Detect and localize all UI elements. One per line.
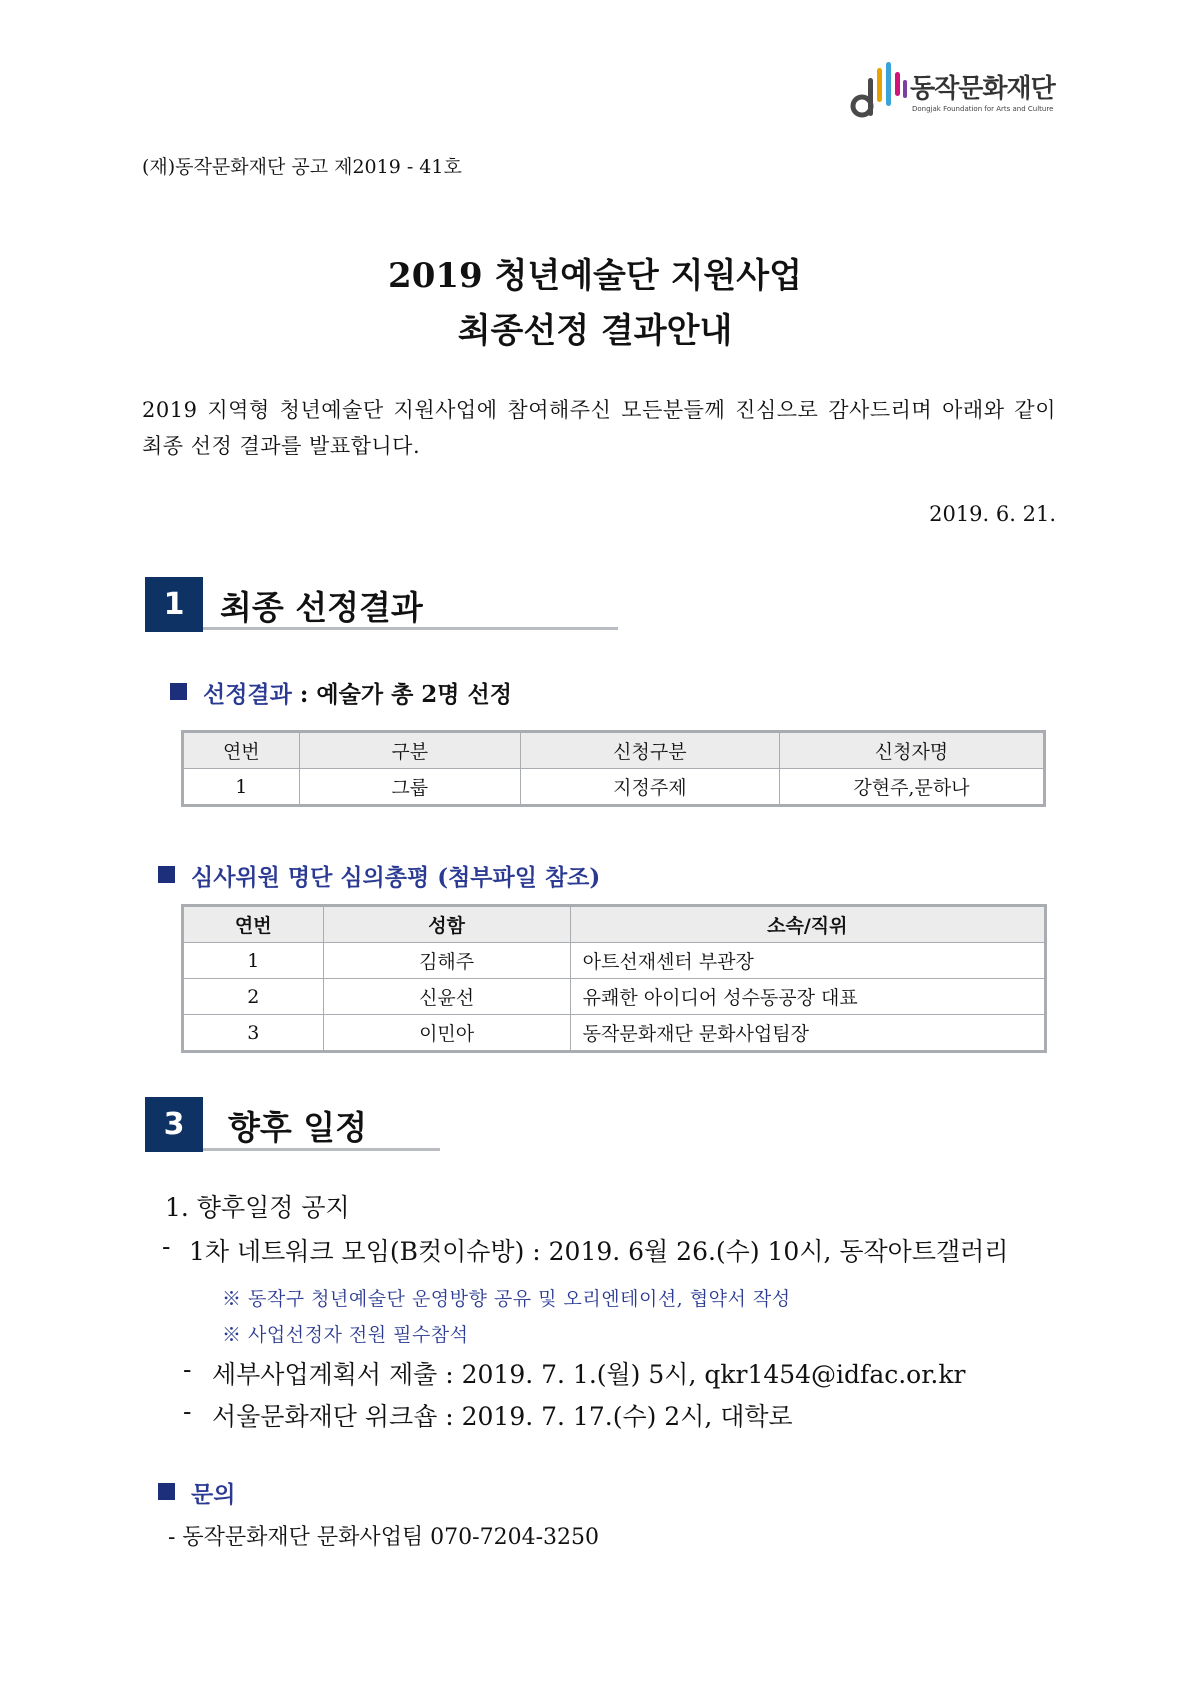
schedule-dash: - [183, 1397, 192, 1426]
section3-number: 3 [145, 1097, 203, 1152]
schedule-dash: - [183, 1355, 192, 1384]
table-row [183, 943, 1046, 979]
table-header-cell: 소속/직위 [570, 906, 1045, 943]
table-header-cell: 신청자명 [779, 732, 1044, 769]
table-cell: 김해주 [323, 943, 570, 979]
table-row [183, 1015, 1046, 1052]
table-cell: 2 [183, 979, 324, 1015]
selection-result-heading [203, 676, 512, 709]
table-cell: 이민아 [323, 1015, 570, 1052]
table-header-cell: 신청구분 [520, 732, 779, 769]
table-header-row [183, 906, 1046, 943]
table-row [183, 979, 1046, 1015]
logo-subtitle: Dongjak Foundation for Arts and Culture [912, 105, 1054, 113]
logo-mark-icon [848, 60, 908, 122]
notice-date: 2019. 6. 21. [929, 502, 1056, 526]
schedule-line-plan-submission: 세부사업계획서 제출 : 2019. 7. 1.(월) 5시, qkr1454@idfac.or.kr [212, 1360, 966, 1389]
bullet-square-icon [170, 683, 187, 700]
schedule-note-2: ※ 사업선정자 전원 필수참석 [222, 1324, 469, 1346]
table-cell: 아트선재센터 부관장 [570, 943, 1045, 979]
selection-result-table [181, 730, 1046, 807]
table-row [183, 769, 1045, 806]
table-cell: 신윤선 [323, 979, 570, 1015]
intro-paragraph: 2019 지역형 청년예술단 지원사업에 참여해주신 모든분들께 진심으로 감사드리며 아래와 같이 최종 선정 결과를 발표합니다. [142, 398, 1056, 458]
contact-heading: 문의 [191, 1481, 236, 1508]
table-cell: 지정주제 [520, 769, 779, 806]
section1-title: 최종 선정결과 [220, 588, 423, 627]
selection-result-label: 선정결과 [203, 681, 292, 708]
selection-result-separator: : [299, 681, 309, 708]
table-cell: 3 [183, 1015, 324, 1052]
schedule-item-1: 1. 향후일정 공지 [165, 1193, 350, 1222]
table-header-cell: 구분 [299, 732, 520, 769]
notice-number: (재)동작문화재단 공고 제2019 - 41호 [142, 156, 462, 178]
schedule-dash: - [162, 1232, 171, 1261]
document-title-line1: 2019 청년예술단 지원사업 [388, 256, 802, 296]
logo-name: 동작문화재단 [910, 74, 1055, 104]
judges-heading: 심사위원 명단 심의총평 (첨부파일 참조) [191, 864, 601, 891]
bullet-square-icon [158, 866, 175, 883]
table-header-cell: 연번 [183, 906, 324, 943]
table-cell: 1 [183, 769, 300, 806]
section3-title: 향후 일정 [228, 1108, 368, 1147]
table-cell: 동작문화재단 문화사업팀장 [570, 1015, 1045, 1052]
schedule-line-network-meeting: 1차 네트워크 모임(B컷이슈방) : 2019. 6월 26.(수) 10시, 동작아트갤러리 [189, 1237, 1009, 1266]
table-cell: 그룹 [299, 769, 520, 806]
contact-line: - 동작문화재단 문화사업팀 070-7204-3250 [168, 1525, 600, 1550]
table-cell: 유쾌한 아이디어 성수동공장 대표 [570, 979, 1045, 1015]
schedule-note-1: ※ 동작구 청년예술단 운영방향 공유 및 오리엔테이션, 협약서 작성 [222, 1288, 791, 1310]
table-header-cell: 성함 [323, 906, 570, 943]
document-title-line2: 최종선정 결과안내 [457, 311, 733, 351]
section1-number: 1 [145, 577, 203, 632]
foundation-logo [848, 60, 1068, 122]
table-cell: 1 [183, 943, 324, 979]
table-header-row [183, 732, 1045, 769]
bullet-square-icon [158, 1483, 175, 1500]
judges-table [181, 904, 1047, 1053]
table-cell: 강현주,문하나 [779, 769, 1044, 806]
table-header-cell: 연번 [183, 732, 300, 769]
schedule-line-workshop: 서울문화재단 위크숍 : 2019. 7. 17.(수) 2시, 대학로 [212, 1402, 793, 1431]
selection-result-value: 예술가 총 2명 선정 [316, 681, 512, 708]
section3-underline [203, 1148, 440, 1151]
section1-underline [203, 627, 618, 630]
